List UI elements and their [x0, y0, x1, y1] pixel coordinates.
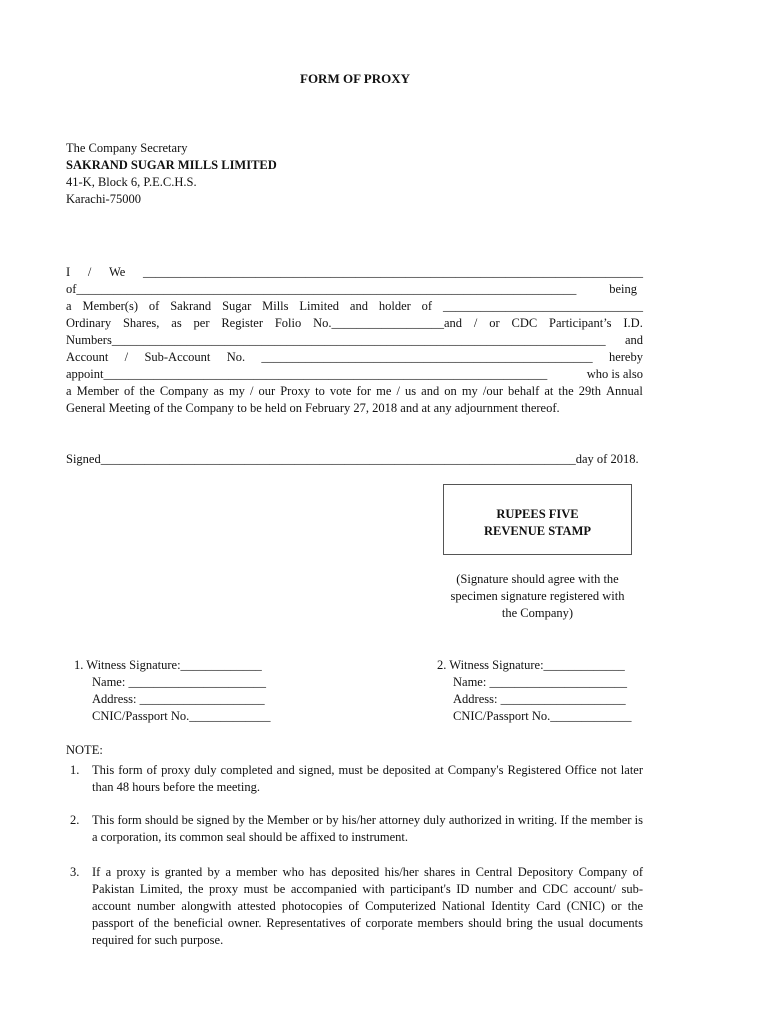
body-word: _____________________________________________________ — [261, 350, 593, 364]
body-word: a — [66, 384, 72, 398]
body-word: 29th — [578, 384, 601, 398]
body-word: my — [228, 384, 245, 398]
body-word: /our — [482, 384, 503, 398]
body-line-9: General Meeting of the Company to be held on February 27, 2018 and at any adjournment thereof. — [66, 401, 560, 415]
body-word: of — [421, 299, 433, 313]
body-word: Folio — [274, 316, 302, 330]
body-word: Limited — [299, 299, 339, 313]
note-3-number: 3. — [70, 865, 80, 879]
address-city: Karachi-75000 — [66, 192, 141, 206]
stamp-line-1: RUPEES FIVE — [496, 507, 579, 521]
appoint-field: appoint_______________________________________________________________________ — [66, 367, 548, 381]
witness-2-signature: 2. Witness Signature:_____________ — [437, 658, 625, 672]
addressee-block — [66, 140, 277, 208]
body-word: Sugar — [222, 299, 252, 313]
body-line-3 — [66, 298, 643, 315]
notes-heading: NOTE: — [66, 743, 103, 757]
body-word: Mills — [262, 299, 289, 313]
body-word: We — [108, 265, 126, 279]
body-word: / — [396, 384, 400, 398]
witness-2-block — [437, 657, 697, 725]
body-word: Account — [66, 350, 109, 364]
body-word: the — [558, 384, 574, 398]
address-line: 41-K, Block 6, P.E.C.H.S. — [66, 175, 197, 189]
signature-caption-line-3: the Company) — [501, 606, 574, 620]
addressee-line: The Company Secretary — [66, 141, 188, 155]
body-word: us — [404, 384, 417, 398]
body-line-5 — [66, 332, 643, 349]
body-word: behalf — [508, 384, 540, 398]
body-word: Participant’s — [549, 316, 612, 330]
body-word: a — [66, 299, 72, 313]
body-word: or — [489, 316, 500, 330]
body-word: / — [87, 265, 92, 279]
body-word: CDC — [511, 316, 538, 330]
body-word: Member(s) — [82, 299, 138, 313]
body-word: as — [213, 384, 224, 398]
body-line-6 — [66, 349, 643, 366]
body-word: our — [258, 384, 276, 398]
body-word: Ordinary — [66, 316, 112, 330]
body-word: Proxy — [280, 384, 311, 398]
witness-2-cnic: CNIC/Passport No._____________ — [453, 709, 632, 723]
body-word: per — [193, 316, 210, 330]
company-name: SAKRAND SUGAR MILLS LIMITED — [66, 158, 277, 172]
body-word: Sakrand — [170, 299, 212, 313]
body-line-4 — [66, 315, 643, 332]
body-word: on — [444, 384, 457, 398]
note-2-text: This form should be signed by the Member or by his/her attorney duly authorized in writing. If the member is a corporation, its common seal should be affixed to instrument. — [92, 813, 643, 844]
witness-1-cnic: CNIC/Passport No._____________ — [92, 709, 271, 723]
body-word: and — [421, 384, 440, 398]
and-text: and — [624, 333, 643, 347]
signature-caption — [443, 571, 632, 622]
stamp-line-2: REVENUE STAMP — [483, 524, 592, 538]
body-word: Company — [159, 384, 209, 398]
member-of-field: of________________________________________________________________________________ — [66, 282, 577, 296]
note-1-number: 1. — [70, 763, 80, 777]
witness-1-signature: 1. Witness Signature:_____________ — [74, 658, 262, 672]
body-word: for — [356, 384, 372, 398]
body-word: I — [66, 265, 71, 279]
body-word: to — [315, 384, 325, 398]
body-word: me — [376, 384, 392, 398]
body-word: / — [249, 384, 254, 398]
body-word: Annual — [606, 384, 643, 398]
signed-field: Signed____________________________________________________________________________ — [66, 452, 576, 466]
body-word: of — [148, 299, 160, 313]
revenue-stamp-box — [443, 484, 632, 555]
body-line-7 — [66, 366, 643, 383]
note-1-text: This form of proxy duly completed and signed, must be deposited at Company's Registered Office not later than 48 hours before the meeting. — [92, 763, 643, 794]
signed-line — [66, 451, 643, 468]
body-line-1 — [66, 264, 643, 281]
body-line-8 — [66, 383, 643, 400]
signed-date-text: day of 2018. — [575, 452, 639, 466]
note-3-text: If a proxy is granted by a member who has deposited his/her shares in Central Depository Company of Pakistan Limited, the proxy must be accompanied with participant's ID number and CDC account/ sub-account number alongwith attested photocopies of Computerized National Identity Card (CNIC) or the passport of the beneficial owner. Representatives of corporate members should bring the usual documents required for such purpose. — [92, 865, 643, 947]
body-word: of — [124, 384, 135, 398]
body-word: Register — [221, 316, 264, 330]
body-word: No.__________________and — [313, 316, 463, 330]
body-word: / — [124, 350, 129, 364]
body-word: ________________________________ — [442, 299, 643, 313]
being-text: being — [609, 282, 637, 296]
witness-2-address: Address: ____________________ — [453, 692, 626, 706]
body-word: at — [544, 384, 554, 398]
body-word: Member — [76, 384, 119, 398]
witness-2-name: Name: ______________________ — [453, 675, 627, 689]
body-word: Sub-Account — [144, 350, 211, 364]
body-line-2 — [66, 281, 643, 298]
witness-1-name: Name: ______________________ — [92, 675, 266, 689]
body-word: my — [461, 384, 478, 398]
signature-caption-line-1: (Signature should agree with the — [456, 572, 619, 586]
body-word: No. — [226, 350, 246, 364]
witness-1-address: Address: ____________________ — [92, 692, 265, 706]
body-word: ________________________________________________________________________________ — [142, 265, 643, 279]
body-word: hereby — [608, 350, 643, 364]
body-word: / — [473, 316, 478, 330]
body-word: the — [139, 384, 155, 398]
body-word: as — [171, 316, 182, 330]
body-word: I.D. — [623, 316, 643, 330]
signature-caption-line-2: specimen signature registered with — [450, 589, 625, 603]
body-word: vote — [329, 384, 352, 398]
body-word: holder — [378, 299, 411, 313]
note-2-number: 2. — [70, 813, 80, 827]
witness-1-block — [74, 657, 334, 725]
form-title: FORM OF PROXY — [300, 71, 410, 86]
numbers-field: Numbers_______________________________________________________________________________ — [66, 333, 606, 347]
body-word: Shares, — [122, 316, 160, 330]
who-is-also-text: who is also — [586, 367, 643, 381]
body-word: and — [349, 299, 368, 313]
